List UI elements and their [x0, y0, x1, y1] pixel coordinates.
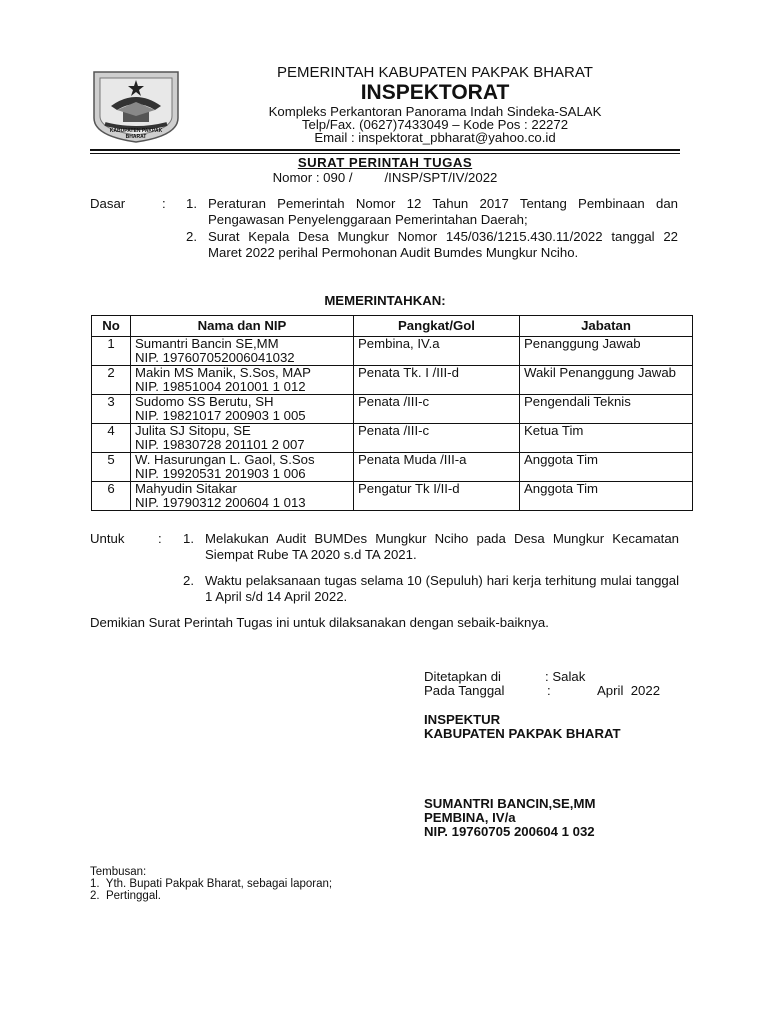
untuk-label: Untuk [90, 531, 125, 546]
memerintahkan-heading: MEMERINTAHKAN: [324, 293, 446, 308]
row-number: 6 [92, 482, 131, 511]
office-email: Email : inspektorat_pbharat@yahoo.co.id [314, 130, 556, 145]
row-nip: NIP. 19830728 201101 2 007 [135, 437, 305, 452]
header-name-nip: Nama dan NIP [131, 316, 354, 337]
letterhead-divider-thin [90, 153, 680, 154]
tembusan-label: Tembusan: [90, 866, 147, 878]
row-number: 4 [92, 424, 131, 453]
dasar-item-1-number: 1. [186, 196, 197, 211]
row-name-nip [131, 482, 354, 511]
dasar-colon: : [162, 196, 166, 211]
table-row [92, 482, 693, 511]
document-title: SURAT PERINTAH TUGAS [297, 155, 473, 170]
ditetapkan-value: : Salak [545, 669, 586, 684]
row-position: Ketua Tim [520, 424, 693, 453]
row-name-nip [131, 453, 354, 482]
header-no: No [92, 316, 131, 337]
number-prefix: Nomor : 090 / [272, 170, 353, 185]
untuk-item-2-number: 2. [183, 573, 194, 588]
tembusan-item-1: 1. Yth. Bupati Pakpak Bharat, sebagai laporan; [90, 878, 333, 890]
signer-office-title: INSPEKTUR [424, 712, 501, 727]
row-name: Mahyudin Sitakar [135, 481, 237, 496]
row-number: 3 [92, 395, 131, 424]
row-name-nip [131, 424, 354, 453]
office-phone: Telp/Fax. (0627)7433049 – Kode Pos : 22272 [301, 117, 569, 132]
row-number: 2 [92, 366, 131, 395]
tanggal-colon: : [547, 683, 551, 698]
row-name: Sumantri Bancin SE,MM [135, 336, 279, 351]
dasar-item-1-text: Peraturan Pemerintah Nomor 12 Tahun 2017 Tentang Pembinaan dan Pengawasan Penyelenggaraan Pemerintahan Daerah; [208, 196, 678, 227]
tanggal-label: Pada Tanggal [424, 683, 505, 698]
row-number: 1 [92, 337, 131, 366]
row-name: Julita SJ Sitopu, SE [135, 423, 251, 438]
table-row [92, 424, 693, 453]
row-position: Anggota Tim [520, 482, 693, 511]
row-rank: Penata Muda /III-a [354, 453, 520, 482]
ditetapkan-label: Ditetapkan di [424, 669, 501, 684]
row-rank: Pembina, IV.a [354, 337, 520, 366]
table-row [92, 453, 693, 482]
untuk-item-2-text: Waktu pelaksanaan tugas selama 10 (Sepuluh) hari kerja terhitung mulai tanggal 1 April s/d 14 April 2022. [205, 573, 679, 604]
row-rank: Penata /III-c [354, 395, 520, 424]
tanggal-value: April 2022 [597, 683, 661, 698]
signer-name: SUMANTRI BANCIN,SE,MM [424, 796, 596, 811]
signer-rank: PEMBINA, IV/a [424, 810, 516, 825]
row-name-nip [131, 366, 354, 395]
header-rank: Pangkat/Gol [354, 316, 520, 337]
row-position: Anggota Tim [520, 453, 693, 482]
row-name-nip [131, 395, 354, 424]
government-name: PEMERINTAH KABUPATEN PAKPAK BHARAT [277, 64, 593, 81]
office-name: INSPEKTORAT [360, 81, 510, 104]
row-nip: NIP. 19920531 201903 1 006 [135, 466, 306, 481]
office-address: Kompleks Perkantoran Panorama Indah Sindeka-SALAK [268, 104, 602, 119]
table-row [92, 395, 693, 424]
row-rank: Penata /III-c [354, 424, 520, 453]
logo-caption: KABUPATEN PAKPAK BHARAT [109, 128, 163, 140]
row-name: Sudomo SS Berutu, SH [135, 394, 274, 409]
untuk-colon: : [158, 531, 162, 546]
untuk-item-1-text: Melakukan Audit BUMDes Mungkur Nciho pada Desa Mungkur Kecamatan Siempat Rube TA 2020 s.d TA 2021. [205, 531, 679, 562]
row-name: Makin MS Manik, S.Sos, MAP [135, 365, 311, 380]
row-rank: Penata Tk. I /III-d [354, 366, 520, 395]
table-row [92, 366, 693, 395]
tembusan-item-2: 2. Pertinggal. [90, 890, 161, 902]
table-header-row [92, 316, 693, 337]
row-number: 5 [92, 453, 131, 482]
signer-office-region: KABUPATEN PAKPAK BHARAT [424, 726, 621, 741]
document-number [90, 170, 680, 185]
row-position: Wakil Penanggung Jawab [520, 366, 693, 395]
closing-statement: Demikian Surat Perintah Tugas ini untuk dilaksanakan dengan sebaik-baiknya. [90, 615, 549, 630]
table-row [92, 337, 693, 366]
untuk-item-1-number: 1. [183, 531, 194, 546]
number-suffix: /INSP/SPT/IV/2022 [384, 170, 498, 185]
signer-nip: NIP. 19760705 200604 1 032 [424, 824, 595, 839]
row-nip: NIP. 19821017 200903 1 005 [135, 408, 306, 423]
dasar-item-2-text: Surat Kepala Desa Mungkur Nomor 145/036/1215.430.11/2022 tanggal 22 Maret 2022 perihal Permohonan Audit Bumdes Mungkur Nciho. [208, 229, 678, 260]
header-position: Jabatan [520, 316, 693, 337]
assignment-table [91, 315, 693, 511]
row-nip: NIP. 19790312 200604 1 013 [135, 495, 306, 510]
dasar-label: Dasar [90, 196, 126, 211]
row-rank: Pengatur Tk I/II-d [354, 482, 520, 511]
dasar-item-2-number: 2. [186, 229, 197, 244]
row-nip: NIP. 19851004 201001 1 012 [135, 379, 306, 394]
row-name-nip [131, 337, 354, 366]
row-position: Penanggung Jawab [520, 337, 693, 366]
letterhead-divider-thick [90, 149, 680, 151]
row-nip: NIP. 197607052006041032 [135, 350, 295, 365]
row-name: W. Hasurungan L. Gaol, S.Sos [135, 452, 315, 467]
row-position: Pengendali Teknis [520, 395, 693, 424]
